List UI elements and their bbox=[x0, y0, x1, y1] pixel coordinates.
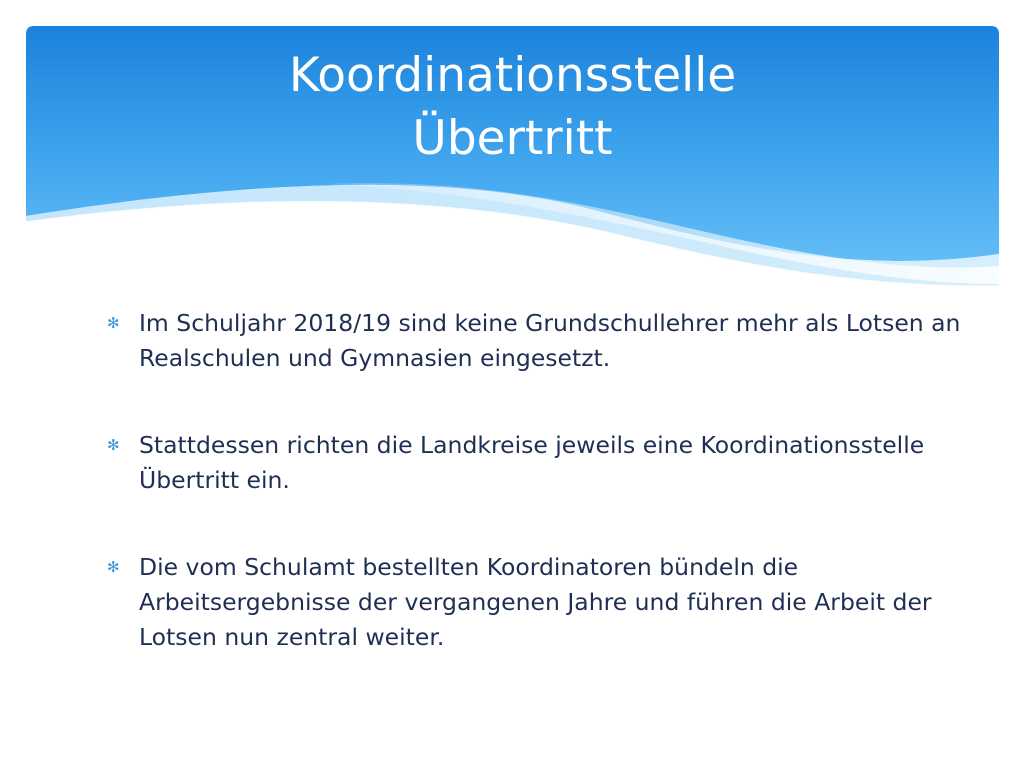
slide-title bbox=[26, 44, 999, 170]
bullet-text: Die vom Schulamt bestellten Koordinatoren bündeln die Arbeitsergebnisse der vergangenen Jahre und führen die Arbeit der Lotsen nun zentral weiter. bbox=[139, 553, 932, 651]
asterisk-bullet-icon: ✻ bbox=[107, 558, 120, 576]
bullet-item bbox=[107, 306, 967, 376]
asterisk-bullet-icon: ✻ bbox=[107, 314, 120, 332]
bullet-item bbox=[107, 550, 967, 655]
slide-title-line-1: Koordinationsstelle bbox=[288, 48, 737, 103]
asterisk-bullet-icon: ✻ bbox=[107, 436, 120, 454]
bullet-item bbox=[107, 428, 967, 498]
bullet-list bbox=[107, 306, 967, 707]
bullet-text: Im Schuljahr 2018/19 sind keine Grundschullehrer mehr als Lotsen an Realschulen und Gymnasien eingesetzt. bbox=[139, 309, 961, 372]
bullet-text: Stattdessen richten die Landkreise jeweils eine Koordinationsstelle Übertritt ein. bbox=[139, 431, 925, 494]
slide-title-line-2: Übertritt bbox=[412, 111, 613, 166]
